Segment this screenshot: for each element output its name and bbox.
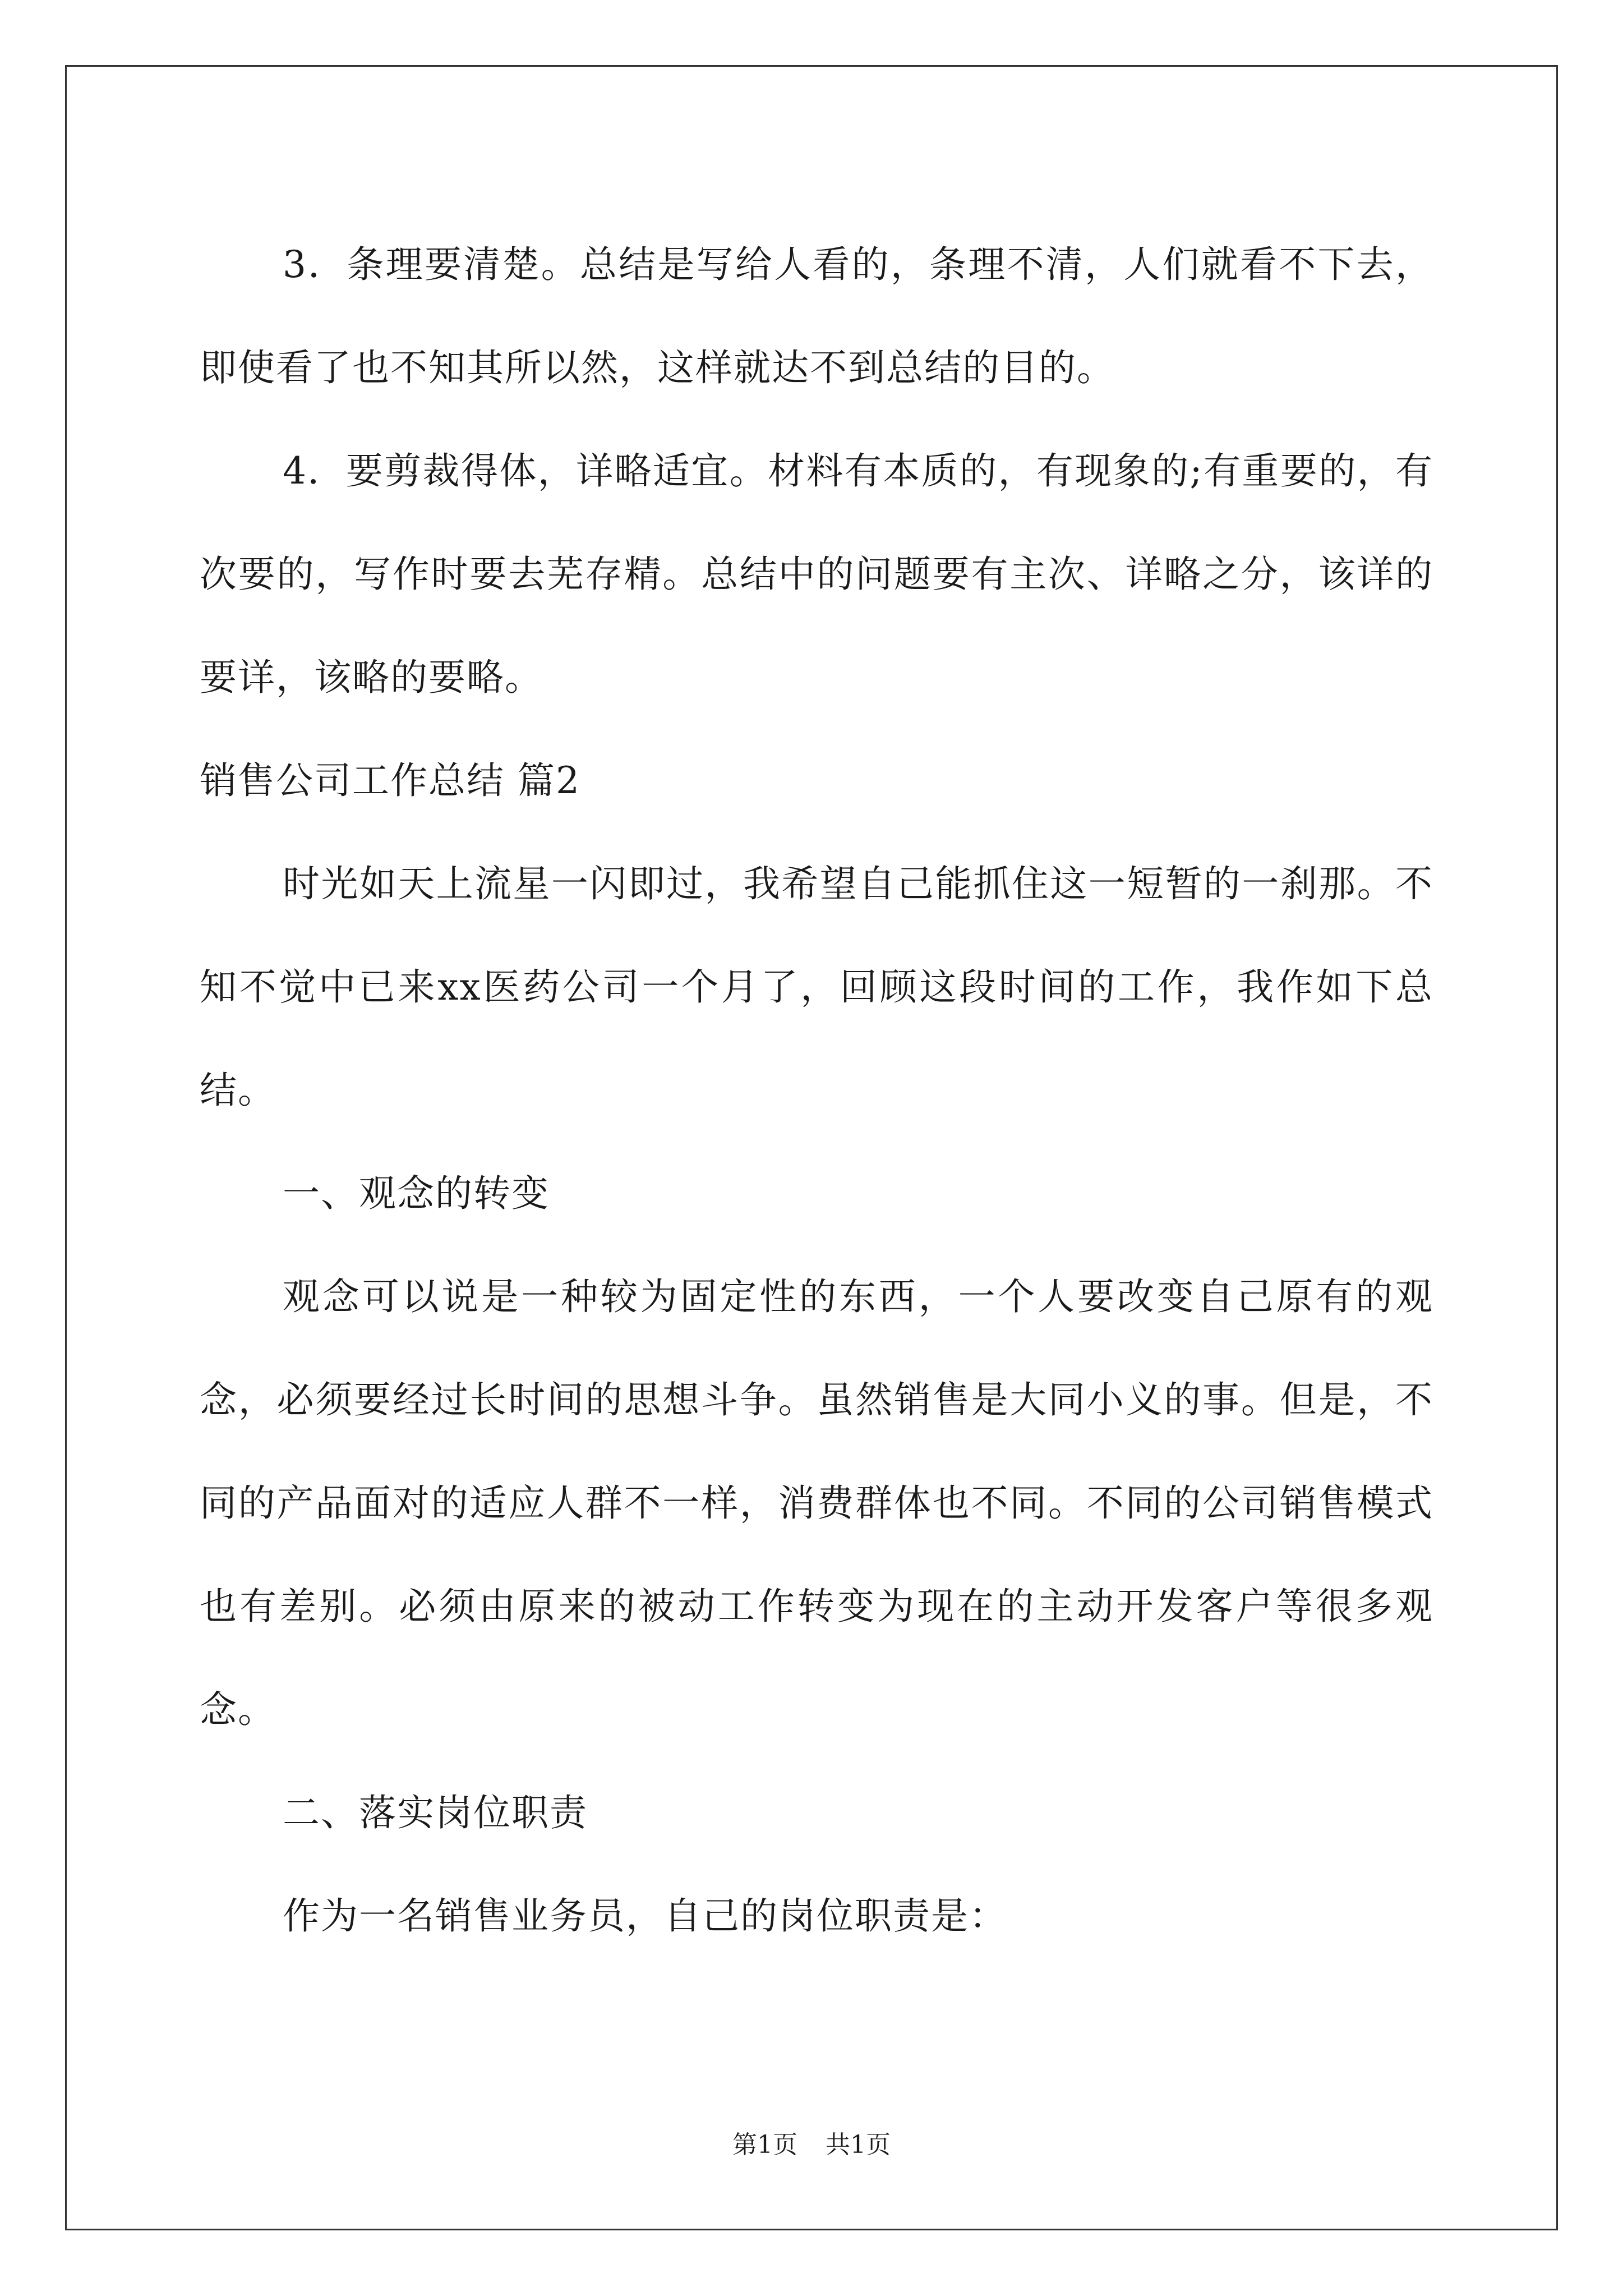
page-footer [0,2128,1623,2162]
page-number-total: 共1页 [826,2131,891,2159]
paragraph-item-3: 3．条理要清楚。总结是写给人看的，条理不清，人们就看不下去，即使看了也不知其所以然，这样就达不到总结的目的。 [200,243,1433,389]
paragraph-intro: 时光如天上流星一闪即过，我希望自己能抓住这一短暂的一刹那。不知不觉中已来xx医药公司一个月了，回顾这段时间的工作，我作如下总结。 [200,862,1433,1112]
subheading-job-duties: 二、落实岗位职责 [283,1791,588,1834]
subheading-concept-change: 一、观念的转变 [283,1172,550,1215]
section-heading: 销售公司工作总结 篇2 [200,759,580,802]
page-number-current: 第1页 [732,2131,797,2159]
paragraph-duties: 作为一名销售业务员，自己的岗位职责是： [283,1894,1007,1938]
paragraph-concept: 观念可以说是一种较为固定性的东西，一个人要改变自己原有的观念，必须要经过长时间的思想斗争。虽然销售是大同小义的事。但是，不同的产品面对的适应人群不一样，消费群体也不同。不同的公司销售模式也有差别。必须由原来的被动工作转变为现在的主动开发客户等很多观念。 [200,1275,1433,1731]
paragraph-item-4: 4．要剪裁得体，详略适宜。材料有本质的，有现象的;有重要的，有次要的，写作时要去芜存精。总结中的问题要有主次、详略之分，该详的要详，该略的要略。 [200,449,1433,699]
document-body [200,213,1433,1968]
